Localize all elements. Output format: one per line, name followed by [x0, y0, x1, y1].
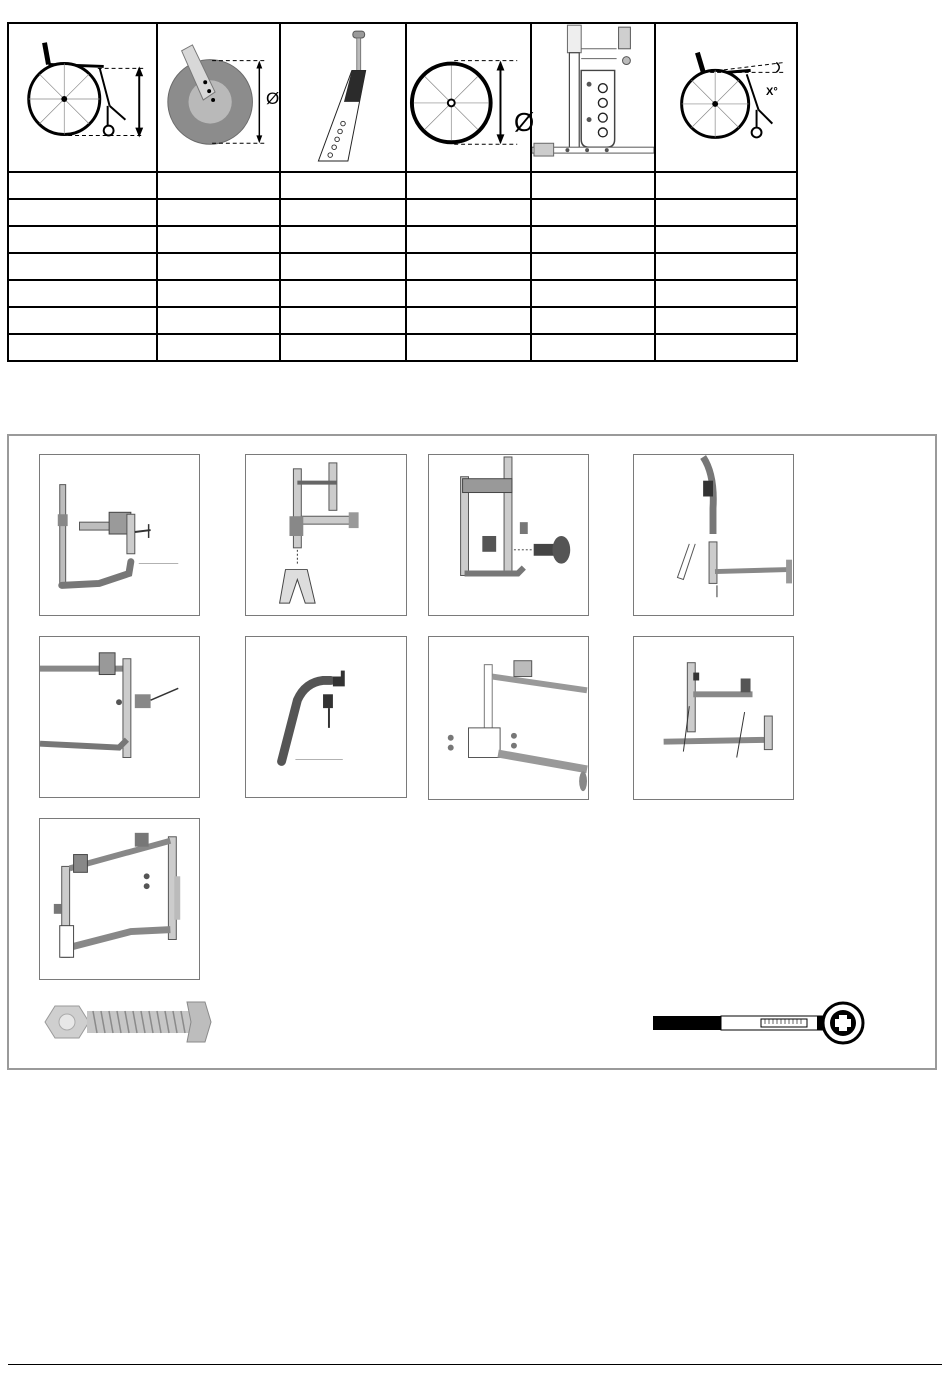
diameter-symbol: Ø	[266, 89, 280, 108]
table-header-row	[8, 23, 797, 172]
figure-8-frame-plugs	[633, 636, 794, 800]
figure-2-castor-housing	[245, 454, 407, 616]
torque-wrench-icon	[653, 996, 867, 1046]
table-row	[8, 307, 797, 334]
table-row	[8, 172, 797, 199]
hex-bolt-and-nut-icon	[39, 994, 213, 1050]
diameter-symbol: Ø	[514, 107, 535, 137]
rear-wheel-diameter-icon	[406, 23, 535, 172]
table-row	[8, 226, 797, 253]
table-row	[8, 334, 797, 361]
figure-3-clamp-knob	[428, 454, 589, 616]
castor-fork-icon	[280, 23, 406, 172]
figure-4-footrest-hanger	[633, 454, 794, 616]
seat-angle-wheelchair-icon	[655, 23, 797, 172]
axle-plate-icon	[531, 23, 655, 172]
table-row	[8, 280, 797, 307]
table-row	[8, 199, 797, 226]
spec-table	[7, 22, 798, 362]
figure-9-frame-assembly	[39, 818, 200, 980]
figure-6-push-handle	[245, 636, 407, 798]
figure-1-frame-front	[39, 454, 200, 616]
table-row	[8, 253, 797, 280]
figure-7-axle-receiver	[428, 636, 589, 800]
castor-wheel-diameter-icon	[157, 23, 280, 172]
figure-5-side-frame-lever	[39, 636, 200, 798]
page-footer-rule	[8, 1364, 942, 1365]
assembly-figures-panel	[7, 434, 937, 1070]
angle-label: X°	[766, 86, 778, 98]
seat-height-wheelchair-icon	[8, 23, 157, 172]
